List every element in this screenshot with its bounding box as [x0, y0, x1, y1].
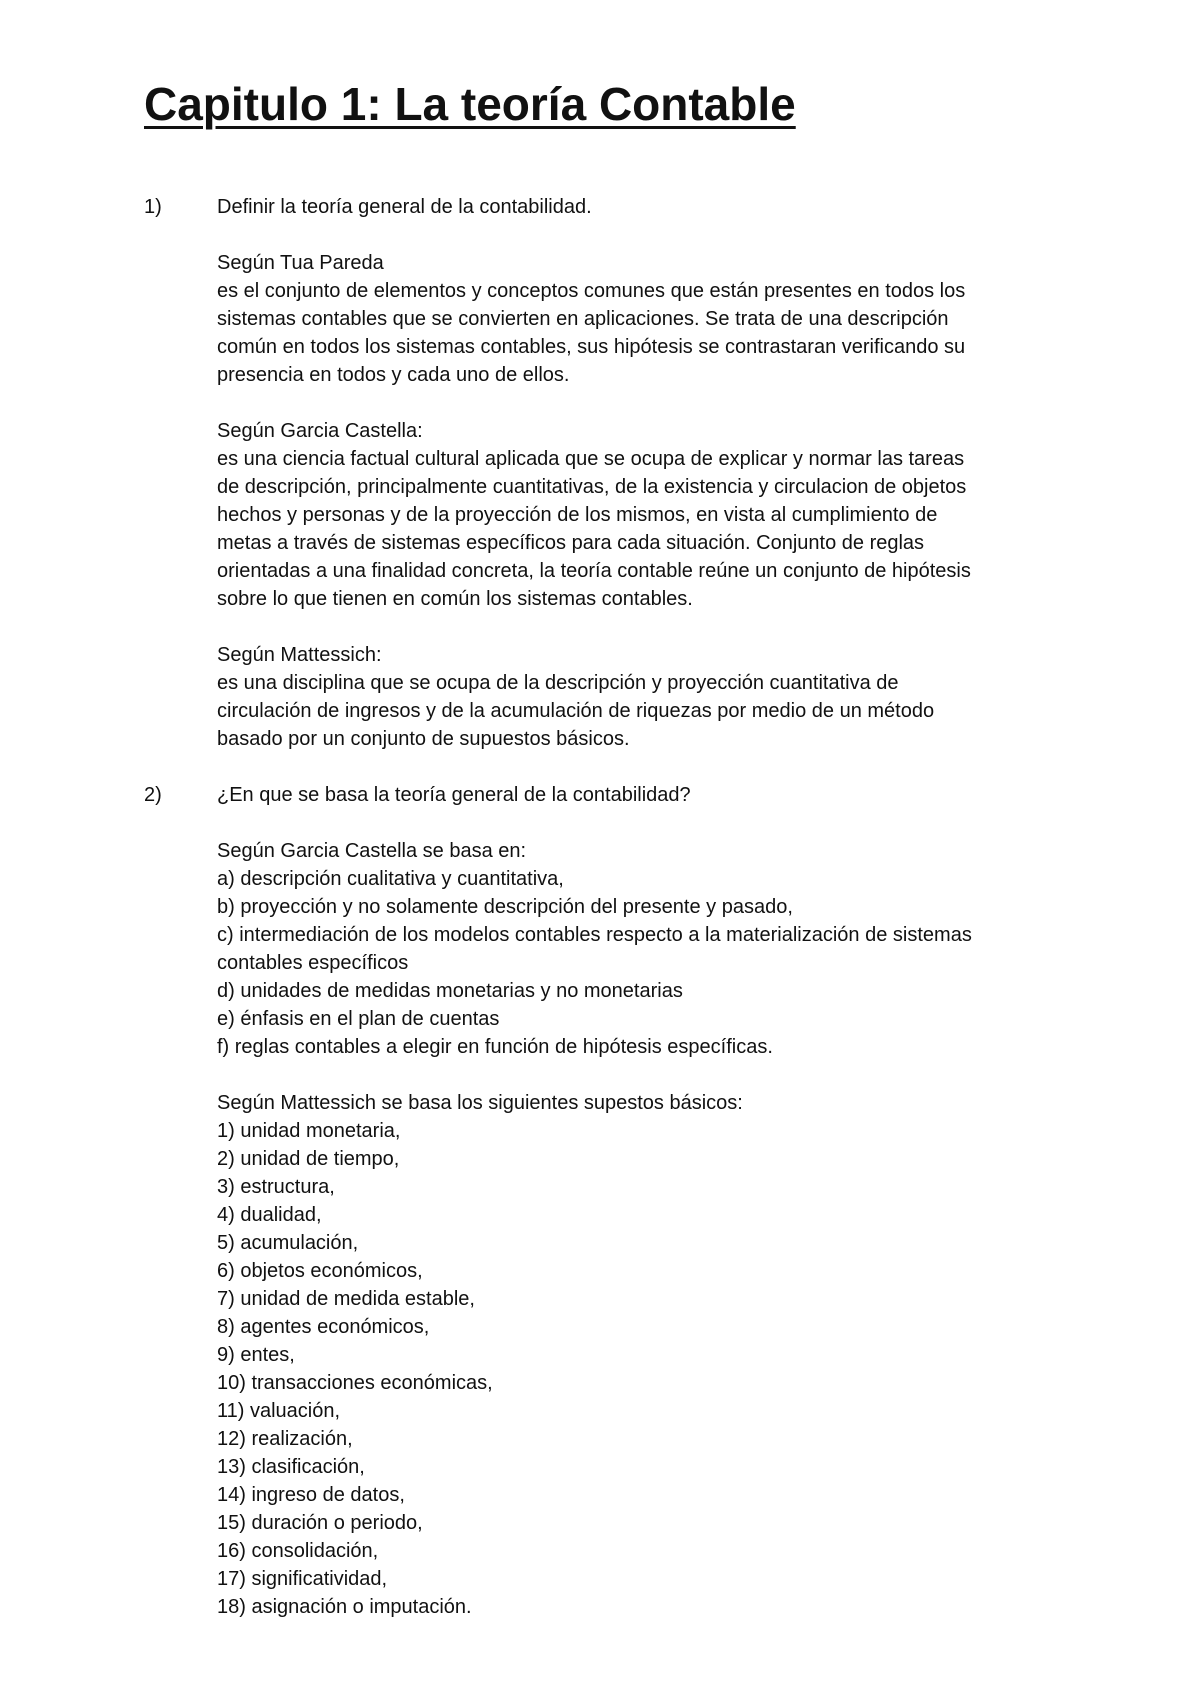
- garcia-castella-line: hechos y personas y de la proyección de los mismos, en vista al cumplimiento de: [217, 504, 938, 526]
- mattessich-line: basado por un conjunto de supuestos básicos.: [217, 728, 630, 750]
- garcia-basis-item: c) intermediación de los modelos contables respecto a la materialización de sistemas: [217, 924, 972, 946]
- supuesto-item: 13) clasificación,: [217, 1456, 365, 1478]
- supuesto-item: 14) ingreso de datos,: [217, 1484, 405, 1506]
- supuesto-item: 15) duración o periodo,: [217, 1512, 423, 1534]
- spacer: [217, 809, 1067, 837]
- garcia-castella-author: Según Garcia Castella:: [217, 420, 423, 442]
- supuesto-item: 18) asignación o imputación.: [217, 1596, 472, 1618]
- tua-pareda-line: sistemas contables que se convierten en aplicaciones. Se trata de una descripción: [217, 308, 949, 330]
- question-2-content: [217, 781, 1067, 1621]
- garcia-castella-line: orientadas a una finalidad concreta, la teoría contable reúne un conjunto de hipótesis: [217, 560, 971, 582]
- garcia-basis-item: a) descripción cualitativa y cuantitativa,: [217, 868, 564, 890]
- supuesto-item: 16) consolidación,: [217, 1540, 379, 1562]
- spacer: [217, 221, 1067, 249]
- question-1-number: 1): [144, 196, 162, 218]
- garcia-basis-item: d) unidades de medidas monetarias y no monetarias: [217, 980, 683, 1002]
- garcia-castella-line: metas a través de sistemas específicos para cada situación. Conjunto de reglas: [217, 532, 925, 554]
- supuesto-item: 12) realización,: [217, 1428, 353, 1450]
- supuesto-item: 11) valuación,: [217, 1400, 341, 1422]
- supuesto-item: 2) unidad de tiempo,: [217, 1148, 400, 1170]
- mattessich-author: Según Mattessich:: [217, 644, 382, 666]
- garcia-basis-intro: Según Garcia Castella se basa en:: [217, 840, 527, 862]
- question-1-text: Definir la teoría general de la contabilidad.: [217, 196, 592, 218]
- tua-pareda-author: Según Tua Pareda: [217, 252, 384, 274]
- supuesto-item: 3) estructura,: [217, 1176, 335, 1198]
- question-2-number: 2): [144, 784, 162, 806]
- question-1: [0, 193, 1200, 781]
- garcia-basis-item: e) énfasis en el plan de cuentas: [217, 1008, 500, 1030]
- supuesto-item: 6) objetos económicos,: [217, 1260, 423, 1282]
- supuesto-item: 17) significatividad,: [217, 1568, 388, 1590]
- supuesto-item: 4) dualidad,: [217, 1204, 322, 1226]
- garcia-castella-line: es una ciencia factual cultural aplicada que se ocupa de explicar y normar las tareas: [217, 448, 965, 470]
- spacer: [217, 613, 1067, 641]
- question-2: [0, 781, 1200, 1621]
- supuesto-item: 1) unidad monetaria,: [217, 1120, 401, 1142]
- garcia-basis-item: b) proyección y no solamente descripción del presente y pasado,: [217, 896, 793, 918]
- mattessich-line: circulación de ingresos y de la acumulación de riquezas por medio de un método: [217, 700, 935, 722]
- garcia-basis-item: f) reglas contables a elegir en función de hipótesis específicas.: [217, 1036, 773, 1058]
- mattessich-line: es una disciplina que se ocupa de la descripción y proyección cuantitativa de: [217, 672, 899, 694]
- chapter-title: Capitulo 1: La teoría Contable: [144, 78, 796, 130]
- document-body: [0, 193, 1200, 1621]
- tua-pareda-line: presencia en todos y cada uno de ellos.: [217, 364, 570, 386]
- spacer: [217, 753, 1067, 781]
- supuesto-item: 9) entes,: [217, 1344, 295, 1366]
- spacer: [217, 389, 1067, 417]
- spacer: [217, 1061, 1067, 1089]
- supuesto-item: 5) acumulación,: [217, 1232, 359, 1254]
- mattessich-basis-intro: Según Mattessich se basa los siguientes supestos básicos:: [217, 1092, 743, 1114]
- tua-pareda-line: es el conjunto de elementos y conceptos comunes que están presentes en todos los: [217, 280, 966, 302]
- supuesto-item: 7) unidad de medida estable,: [217, 1288, 475, 1310]
- supuesto-item: 10) transacciones económicas,: [217, 1372, 493, 1394]
- garcia-castella-line: de descripción, principalmente cuantitativas, de la existencia y circulacion de objetos: [217, 476, 967, 498]
- garcia-basis-item: contables específicos: [217, 952, 409, 974]
- question-2-text: ¿En que se basa la teoría general de la contabilidad?: [217, 784, 691, 806]
- garcia-castella-line: sobre lo que tienen en común los sistemas contables.: [217, 588, 693, 610]
- question-1-content: [217, 193, 1067, 781]
- tua-pareda-line: común en todos los sistemas contables, sus hipótesis se contrastaran verificando su: [217, 336, 966, 358]
- supuesto-item: 8) agentes económicos,: [217, 1316, 430, 1338]
